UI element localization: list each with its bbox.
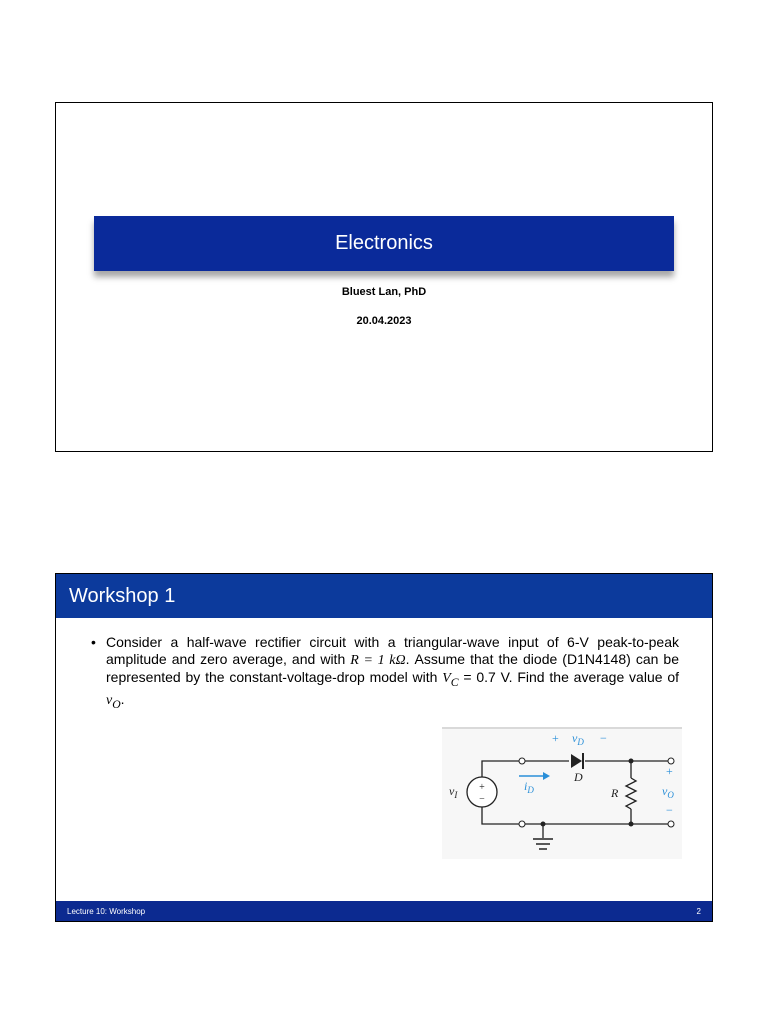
rectifier-circuit-diagram (442, 727, 682, 859)
problem-text-part3: V. Find the average value of (495, 669, 679, 685)
lecture-date: 20.04.2023 (356, 315, 412, 327)
vo-label: $v_O$ (662, 784, 674, 800)
slide-footer (56, 901, 712, 921)
vd-minus-label: − (600, 731, 607, 745)
vd-plus-label: + (552, 731, 559, 745)
vc-symbol: V (442, 671, 451, 686)
problem-text-part1: Consider a half-wave rectifier circuit with a triangular-wave input of 6-V peak-to-peak amplitude and zero average, and with (106, 634, 679, 667)
bullet-dot: • (91, 634, 96, 650)
title-band (94, 216, 674, 271)
problem-text (106, 634, 679, 713)
id-label: $i_D$ (524, 779, 534, 795)
slide-1 (55, 102, 713, 452)
problem-text-end: . (120, 690, 125, 707)
footer-lecture-title: Lecture 10: Workshop (67, 906, 146, 916)
diode-label: D (574, 770, 583, 784)
vd-label: $v_D$ (572, 731, 584, 747)
vo-plus-label: + (666, 764, 673, 778)
page-number: 2 (696, 906, 701, 916)
slide-heading: Workshop 1 (69, 584, 176, 607)
author-name: Bluest Lan, PhD (341, 286, 427, 298)
vo-symbol: v (106, 692, 113, 708)
vc-value: = 0.7 (458, 669, 496, 685)
vo-minus-label: − (666, 803, 673, 817)
resistance-expression: R = 1 kΩ (350, 653, 406, 668)
problem-statement (91, 634, 679, 713)
slide-2 (55, 573, 713, 922)
vi-label: $v_I$ (449, 784, 458, 800)
problem-text-part2: . Assume that the diode (D1N4148) can be represented by the constant-voltage-drop model with (106, 651, 680, 685)
source-minus: − (479, 794, 485, 805)
vc-subscript: C (450, 675, 459, 689)
source-plus: + (479, 782, 485, 793)
resistor-label: R (611, 786, 619, 800)
vo-subscript: O (112, 697, 121, 711)
header-band (56, 574, 712, 618)
slide-title: Electronics (335, 232, 433, 254)
